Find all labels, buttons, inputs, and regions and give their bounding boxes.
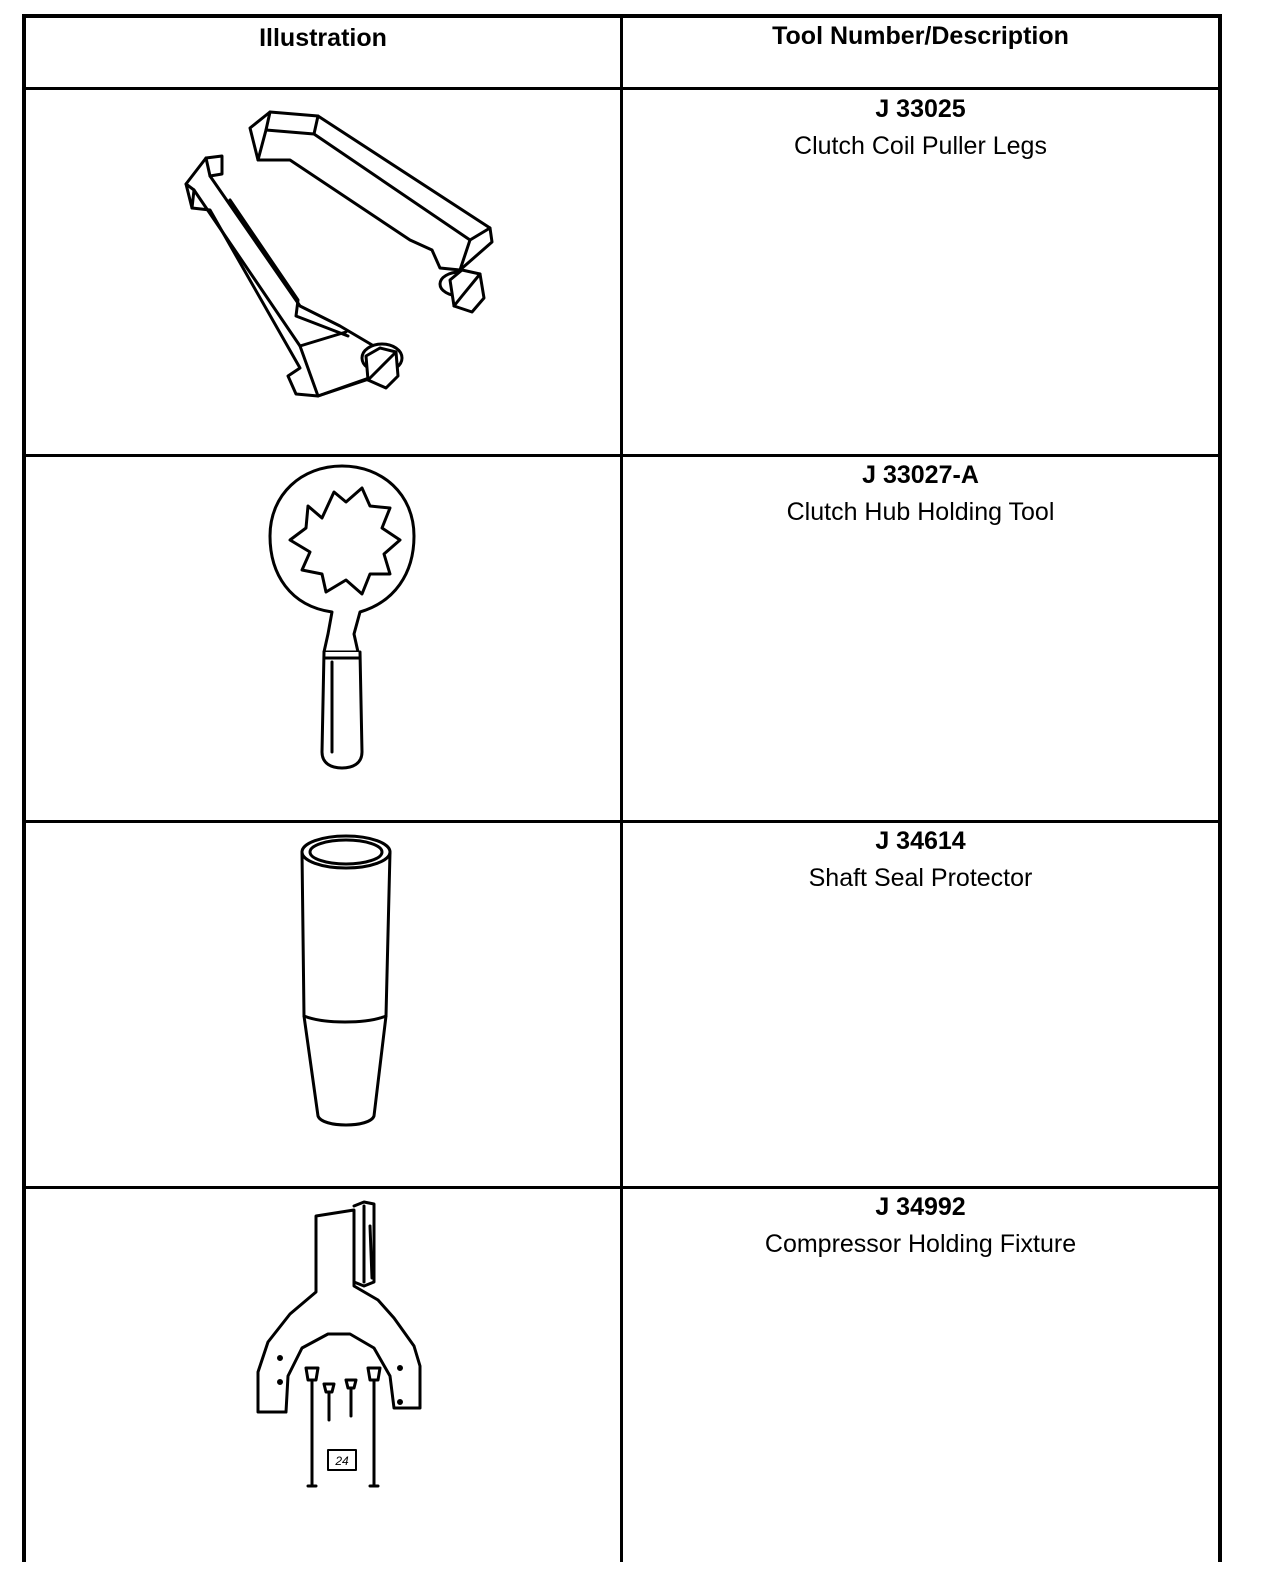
tool-cell	[623, 92, 1218, 166]
tool-cell	[623, 458, 1218, 532]
row-divider	[22, 87, 1222, 90]
row-divider	[22, 454, 1222, 457]
clutch-coil-puller-legs-icon	[170, 100, 510, 400]
compressor-holding-fixture-icon	[250, 1196, 430, 1496]
table-border-left	[22, 14, 26, 1562]
tool-description: Compressor Holding Fixture	[764, 1230, 1077, 1258]
row-divider	[22, 1186, 1222, 1189]
tool-number: J 34614	[875, 827, 966, 855]
tool-description: Clutch Hub Holding Tool	[786, 498, 1055, 526]
tool-number: J 33027-A	[862, 461, 979, 489]
tool-description: Clutch Coil Puller Legs	[794, 132, 1047, 160]
table-border-right	[1218, 14, 1222, 1562]
column-divider	[620, 14, 623, 1562]
header-tool-number-description: Tool Number/Description	[772, 22, 1069, 50]
tool-description: Shaft Seal Protector	[808, 864, 1033, 892]
tool-number: J 34992	[875, 1193, 966, 1221]
header-illustration: Illustration	[259, 24, 387, 52]
tool-cell	[623, 1190, 1218, 1264]
shaft-seal-protector-icon	[294, 830, 398, 1134]
row-divider	[22, 820, 1222, 823]
tool-cell	[623, 824, 1218, 898]
clutch-hub-holding-tool-icon	[262, 462, 422, 772]
illustration-label: 24	[335, 1454, 349, 1468]
tool-number: J 33025	[875, 95, 966, 123]
